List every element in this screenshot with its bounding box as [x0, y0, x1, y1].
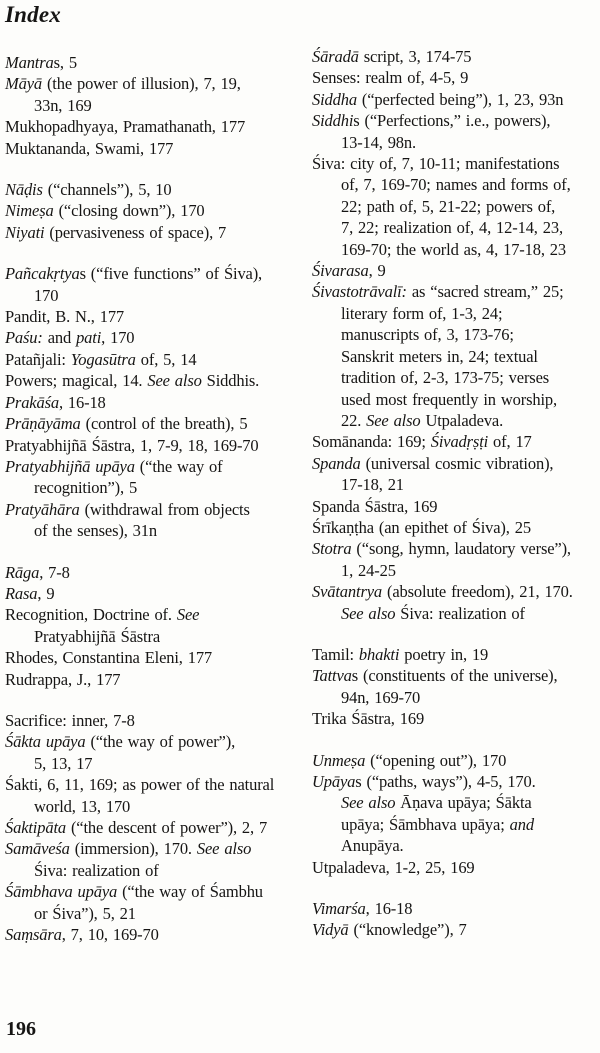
- index-column-right: [312, 46, 600, 941]
- index-entry-line: Somānanda: 169; Śivadṛṣṭi of, 17: [312, 432, 532, 452]
- index-entry-line: Rāga, 7-8: [5, 562, 70, 582]
- index-entry-line: of the senses), 31n: [34, 521, 157, 541]
- index-entry-line: Prāṇāyāma (control of the breath), 5: [5, 414, 248, 434]
- index-entry-line: of, 7, 169-70; names and forms of,: [341, 175, 571, 195]
- index-entry-line: Senses: realm of, 4-5, 9: [312, 68, 469, 88]
- index-entry-line: Rudrappa, J., 177: [5, 669, 121, 689]
- index-entry-line: Unmeṣa (“opening out”), 170: [312, 750, 507, 770]
- index-entry-line: Pratyabhijñā upāya (“the way of: [5, 456, 223, 476]
- index-entry-line: Siddha (“perfected being”), 1, 23, 93n: [312, 89, 564, 109]
- index-entry-line: 1, 24-25: [341, 560, 396, 580]
- index-entry-line: world, 13, 170: [34, 796, 131, 816]
- index-entry-line: 22; path of, 5, 21-22; powers of,: [341, 196, 556, 216]
- index-entry-line: Śaktipāta (“the descent of power”), 2, 7: [5, 818, 268, 837]
- index-entry-line: Nāḍis (“channels”), 5, 10: [5, 180, 172, 200]
- index-entry-line: Pratyabhijñā Śāstra, 1, 7-9, 18, 169-70: [5, 435, 259, 455]
- index-entry-line: Māyā (the power of illusion), 7, 19,: [5, 74, 241, 94]
- index-entry-line: Upāyas (“paths, ways”), 4-5, 170.: [312, 772, 536, 791]
- index-entry-line: Spanda Śāstra, 169: [312, 496, 438, 516]
- index-entry-line: manuscripts of, 3, 173-76;: [341, 325, 514, 345]
- index-entry-line: Mukhopadhyaya, Pramathanath, 177: [5, 117, 246, 137]
- index-entry-line: 13-14, 98n.: [341, 132, 416, 152]
- index-entry-line: 169-70; the world as, 4, 17-18, 23: [341, 239, 566, 259]
- index-entry-line: Niyati (pervasiveness of space), 7: [5, 222, 227, 242]
- index-entry-line: upāya; Śāmbhava upāya; and: [341, 814, 534, 834]
- index-entry-line: 33n, 169: [34, 95, 92, 115]
- index-entry-line: literary form of, 1-3, 24;: [341, 303, 503, 323]
- index-entry-line: Prakāśa, 16-18: [5, 392, 106, 412]
- index-entry-line: Rasa, 9: [5, 583, 55, 603]
- index-entry-line: Śāradā script, 3, 174-75: [312, 47, 472, 66]
- index-entry-line: Sanskrit meters in, 24; textual: [341, 346, 538, 366]
- index-entry-line: Śakti, 6, 11, 169; as power of the natural: [5, 775, 275, 795]
- index-entry-line: Tattvas (constituents of the universe),: [312, 666, 558, 686]
- page-number: 196: [6, 1018, 36, 1040]
- index-entry-line: Samāveśa (immersion), 170. See also: [5, 839, 252, 859]
- index-entry-line: Śāmbhava upāya (“the way of Śambhu: [5, 882, 263, 902]
- index-entry-line: Muktananda, Swami, 177: [5, 138, 174, 158]
- index-entry-line: Śiva: realization of: [34, 860, 159, 880]
- index-entry-line: Vidyā (“knowledge”), 7: [312, 920, 467, 940]
- index-entry-line: 17-18, 21: [341, 475, 404, 495]
- index-entry-line: Śākta upāya (“the way of power”),: [5, 732, 236, 752]
- index-entry-line: Śivastotrāvalī: as “sacred stream,” 25;: [312, 282, 564, 302]
- index-entry-line: Siddhis (“Perfections,” i.e., powers),: [312, 111, 551, 131]
- index-entry-line: Pratyāhāra (withdrawal from objects: [5, 499, 250, 519]
- page-title: Index: [5, 2, 61, 27]
- index-entry-line: 22. See also Utpaladeva.: [341, 410, 504, 430]
- index-entry-line: 170: [34, 285, 59, 305]
- index-column-left: [5, 52, 305, 945]
- index-entry-line: Trika Śāstra, 169: [312, 709, 425, 729]
- index-entry-line: Pratyabhijñā Śāstra: [34, 626, 160, 646]
- index-entry-line: Recognition, Doctrine of. See: [5, 605, 200, 625]
- index-entry-line: 94n, 169-70: [341, 687, 421, 707]
- index-entry-line: Paśu: and pati, 170: [5, 328, 135, 348]
- index-entry-line: See also Āṇava upāya; Śākta: [341, 793, 532, 813]
- index-entry-line: 5, 13, 17: [34, 753, 93, 773]
- index-entry-line: 7, 22; realization of, 4, 12-14, 23,: [341, 218, 563, 238]
- index-entry-line: Patañjali: Yogasūtra of, 5, 14: [5, 349, 197, 369]
- index-entry-line: Mantras, 5: [5, 53, 77, 72]
- index-entry-line: recognition”), 5: [34, 478, 138, 498]
- index-entry-line: used most frequently in worship,: [341, 389, 557, 409]
- index-entry-line: Śrīkaṇṭha (an epithet of Śiva), 25: [312, 517, 531, 537]
- index-entry-line: Saṃsāra, 7, 10, 169-70: [5, 925, 159, 945]
- index-entry-line: Powers; magical, 14. See also Siddhis.: [5, 371, 260, 391]
- index-entry-line: Anupāya.: [341, 836, 404, 856]
- index-entry-line: Stotra (“song, hymn, laudatory verse”),: [312, 539, 571, 559]
- index-entry-line: tradition of, 2-3, 173-75; verses: [341, 368, 550, 388]
- index-entry-line: Svātantrya (absolute freedom), 21, 170.: [312, 582, 573, 602]
- index-entry-line: Vimarśa, 16-18: [312, 899, 413, 919]
- index-entry-line: Rhodes, Constantina Eleni, 177: [5, 648, 213, 668]
- index-entry-line: Spanda (universal cosmic vibration),: [312, 453, 554, 473]
- index-entry-line: Tamil: bhakti poetry in, 19: [312, 644, 489, 664]
- index-entry-line: Sacrifice: inner, 7-8: [5, 710, 135, 730]
- index-entry-line: Nimeṣa (“closing down”), 170: [5, 201, 205, 221]
- index-entry-line: Śivarasa, 9: [312, 261, 386, 281]
- index-entry-line: or Śiva”), 5, 21: [34, 903, 136, 923]
- index-entry-line: Śiva: city of, 7, 10-11; manifestations: [312, 154, 560, 174]
- index-entry-line: Pañcakṛtyas (“five functions” of Śiva),: [5, 264, 263, 284]
- index-entry-line: See also Śiva: realization of: [341, 603, 525, 623]
- index-entry-line: Utpaladeva, 1-2, 25, 169: [312, 857, 475, 877]
- index-entry-line: Pandit, B. N., 177: [5, 307, 125, 327]
